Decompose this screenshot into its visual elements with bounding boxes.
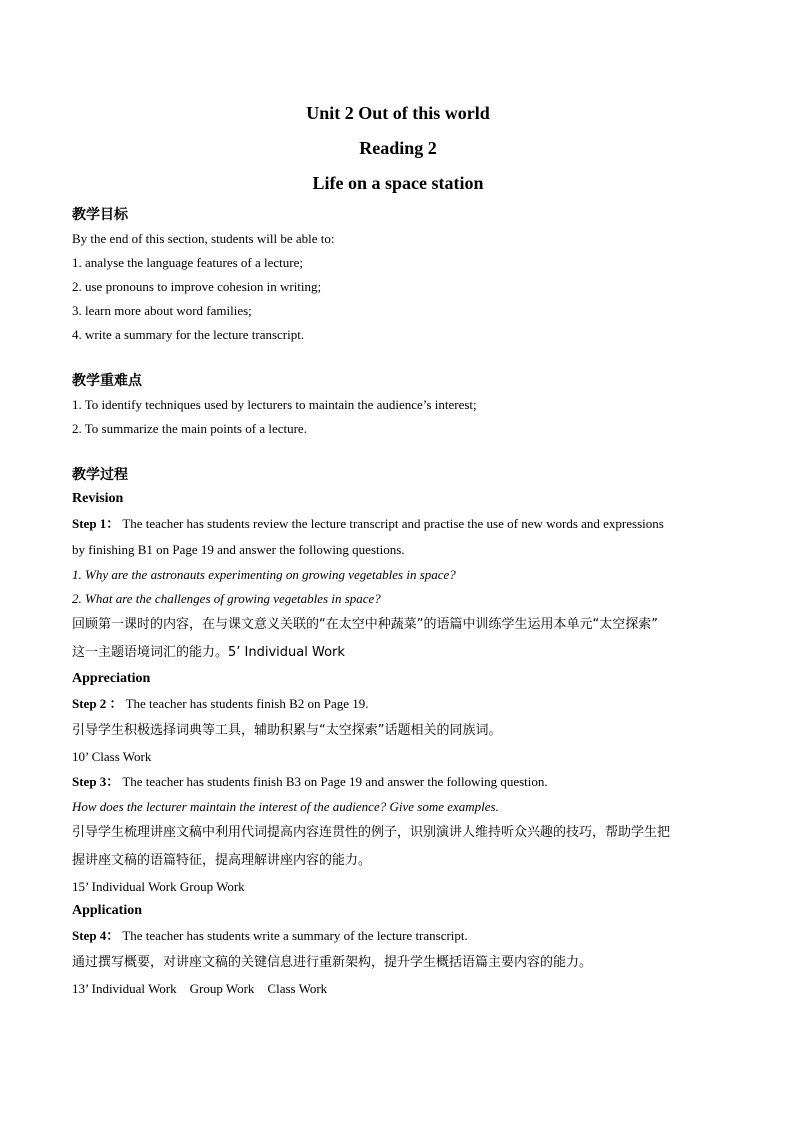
step-2-text: The teacher has students finish B2 on Page 19. [125,696,369,711]
revision-chinese-note-continued: 这一主题语境词汇的能力。5’ Individual Work [72,645,345,660]
objectives-heading: 教学目标 [72,207,128,223]
objective-item: 4. write a summary for the lecture transcript. [72,327,305,342]
unit-title: Unit 2 Out of this world [306,103,490,123]
step-4-time: 13’ Individual Work Group Work Class Work [72,981,328,996]
process-heading: 教学过程 [72,467,128,483]
step-2-chinese-note: 引导学生积极选择词典等工具，辅助积累与“太空探索”话题相关的同族词。 [72,723,502,738]
step-3-time: 15’ Individual Work Group Work [72,879,245,894]
step-1 [72,511,724,537]
lesson-title: Life on a space station [312,173,484,193]
step-3-label: Step 3： [72,774,120,789]
reading-title: Reading 2 [359,138,437,158]
step-4-text: The teacher has students write a summary of the lecture transcript. [122,928,468,943]
step-2-time: 10’ Class Work [72,749,152,764]
step-4 [72,923,724,949]
question-item: 1. Why are the astronauts experimenting on growing vegetables in space? [72,567,456,582]
step-1-label: Step 1： [72,516,120,531]
step-3 [72,769,724,795]
appreciation-heading: Appreciation [72,671,151,686]
document-page [72,96,724,1001]
key-points-heading: 教学重难点 [72,373,142,389]
step-1-continued: by finishing B1 on Page 19 and answer the following questions. [72,542,405,557]
question-item: 2. What are the challenges of growing vegetables in space? [72,591,381,606]
step-4-chinese-note: 通过撰写概要，对讲座文稿的关键信息进行重新架构，提升学生概括语篇主要内容的能力。 [72,955,593,970]
step-3-question: How does the lecturer maintain the interest of the audience? Give some examples. [72,799,499,814]
objectives-intro: By the end of this section, students will be able to: [72,231,335,246]
revision-heading: Revision [72,491,124,506]
revision-chinese-note: 回顾第一课时的内容，在与课文意义关联的“在太空中种蔬菜”的语篇中训练学生运用本单元“太空探索” [72,617,658,632]
objective-item: 2. use pronouns to improve cohesion in writing; [72,279,322,294]
key-point-item: 2. To summarize the main points of a lecture. [72,421,307,436]
key-point-item: 1. To identify techniques used by lecturers to maintain the audience’s interest; [72,397,477,412]
step-4-label: Step 4： [72,928,120,943]
step-2-label: Step 2 ： [72,696,123,711]
objective-item: 3. learn more about word families; [72,303,252,318]
step-1-text: The teacher has students review the lecture transcript and practise the use of new words and expressions [122,516,664,531]
application-heading: Application [72,903,143,918]
step-2 [72,691,724,717]
step-3-chinese-note-continued: 握讲座文稿的语篇特征，提高理解讲座内容的能力。 [72,853,372,868]
step-3-chinese-note: 引导学生梳理讲座文稿中利用代词提高内容连贯性的例子，识别演讲人维持听众兴趣的技巧，帮助学生把 [72,825,671,840]
objective-item: 1. analyse the language features of a lecture; [72,255,303,270]
step-3-text: The teacher has students finish B3 on Page 19 and answer the following question. [122,774,548,789]
